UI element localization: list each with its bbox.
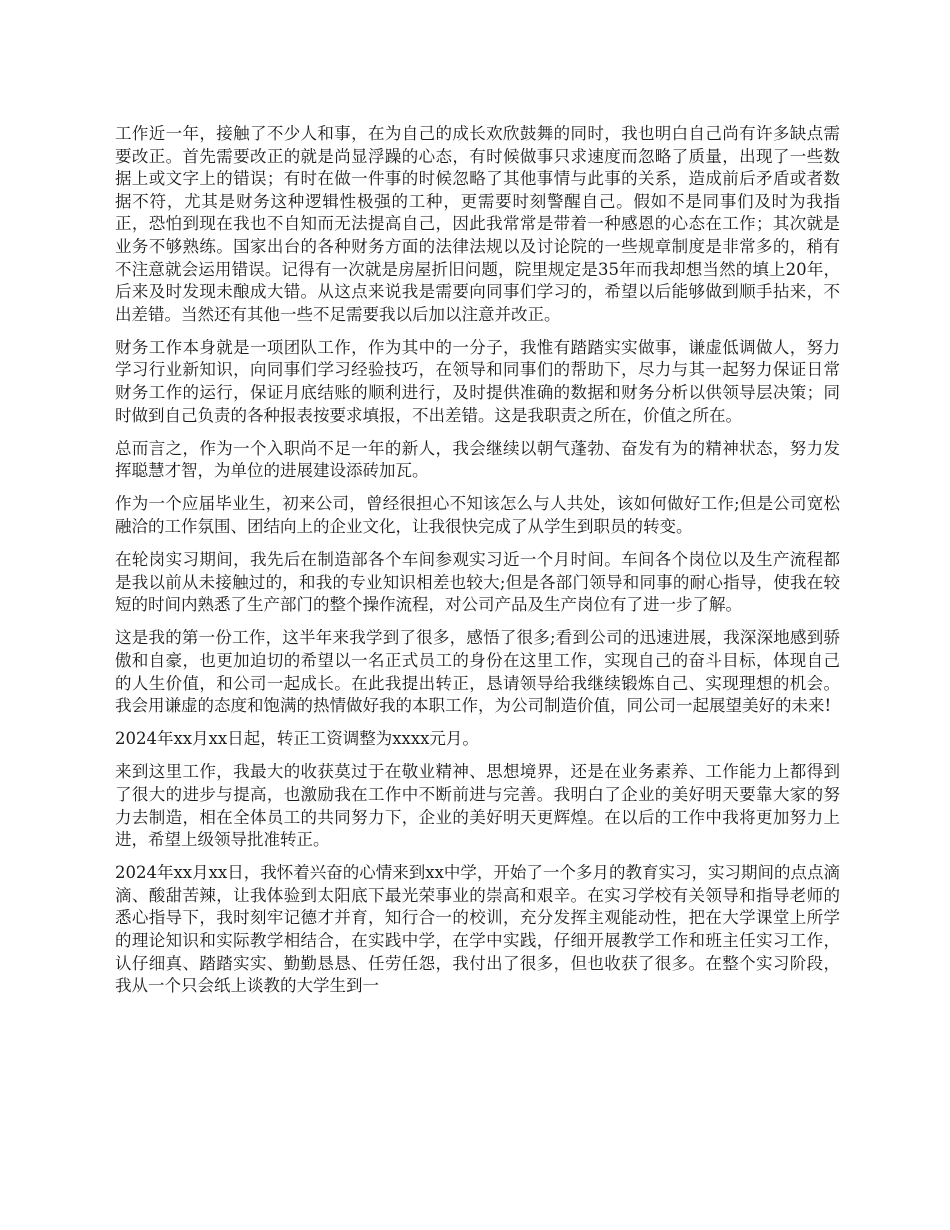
paragraph-7: 2024年xx月xx日起，转正工资调整为xxxx元月。: [115, 729, 479, 749]
paragraph-9: 2024年xx月xx日，我怀着兴奋的心情来到xx中学，开始了一个多月的教育实习，实习期间的点点滴滴、酸甜苦辣，让我体验到太阳底下最光荣事业的崇高和艰辛。在实习学校有关领导和指导老师的悉心指导下，我时刻牢记德才并育，知行合一的校训，充分发挥主观能动性，把在大学课堂上所学的理论知识和实际教学相结合，在实践中学，在学中实践，仔细开展教学工作和班主任实习工作，认仔细真、踏踏实实、勤勤恳恳、任劳任怨，我付出了很多，但也收获了很多。在整个实习阶段，我从一个只会纸上谈教的大学生到一: [115, 863, 840, 996]
paragraph-2: 财务工作本身就是一项团队工作，作为其中的一分子，我惟有踏踏实实做事，谦虚低调做人，努力学习行业新知识，向同事们学习经验技巧，在领导和同事们的帮助下，尽力与其一起努力保证日常财务工作的运行，保证月底结账的顺利进行，及时提供准确的数据和财务分析以供领导层决策；同时做到自己负责的各种报表按要求填报，不出差错。这是我职责之所在，价值之所在。: [115, 337, 840, 425]
paragraph-1: 工作近一年，接触了不少人和事，在为自己的成长欢欣鼓舞的同时，我也明白自己尚有许多缺点需要改正。首先需要改正的就是尚显浮躁的心态，有时候做事只求速度而忽略了质量，出现了一些数据上或文字上的错误；有时在做一件事的时候忽略了其他事情与此事的关系，造成前后矛盾或者数据不符，尤其是财务这种逻辑性极强的工种，更需要时刻警醒自己。假如不是同事们及时为我指正，恐怕到现在我也不自知而无法提高自己，因此我常常是带着一种感恩的心态在工作；其次就是业务不够熟练。国家出台的各种财务方面的法律法规以及讨论院的一些规章制度是非常多的，稍有不注意就会运用错误。记得有一次就是房屋折旧问题，院里规定是35年而我却想当然的填上20年，后来及时发现未酿成大错。从这点来说我是需要向同事们学习的，希望以后能够做到顺手拈来，不出差错。当然还有其他一些不足需要我以后加以注意并改正。: [115, 124, 840, 324]
paragraph-3: 总而言之，作为一个入职尚不足一年的新人，我会继续以朝气蓬勃、奋发有为的精神状态，努力发挥聪慧才智，为单位的进展建设添砖加瓦。: [115, 438, 840, 481]
paragraph-8: 来到这里工作，我最大的收获莫过于在敬业精神、思想境界，还是在业务素养、工作能力上都得到了很大的进步与提高，也激励我在工作中不断前进与完善。我明白了企业的美好明天要靠大家的努力去制造，相在全体员工的共同努力下，企业的美好明天更辉煌。在以后的工作中我将更加努力上进，希望上级领导批准转正。: [115, 762, 840, 850]
paragraph-6: 这是我的第一份工作，这半年来我学到了很多，感悟了很多;看到公司的迅速进展，我深深地感到骄傲和自豪，也更加迫切的希望以一名正式员工的身份在这里工作，实现自己的奋斗目标，体现自己的人生价值，和公司一起成长。在此我提出转正，恳请领导给我继续锻炼自己、实现理想的机会。我会用谦虚的态度和饱满的热情做好我的本职工作，为公司制造价值，同公司一起展望美好的未来!: [115, 628, 840, 716]
paragraph-4: 作为一个应届毕业生，初来公司，曾经很担心不知该怎么与人共处，该如何做好工作;但是公司宽松融洽的工作氛围、团结向上的企业文化，让我很快完成了从学生到职员的转变。: [115, 494, 840, 536]
paragraph-5: 在轮岗实习期间，我先后在制造部各个车间参观实习近一个月时间。车间各个岗位以及生产流程都是我以前从未接触过的，和我的专业知识相差也较大;但是各部门领导和同事的耐心指导，使我在较短的时间内熟悉了生产部门的整个操作流程，对公司产品及生产岗位有了进一步了解。: [115, 550, 840, 615]
document-page: [115, 123, 840, 1008]
